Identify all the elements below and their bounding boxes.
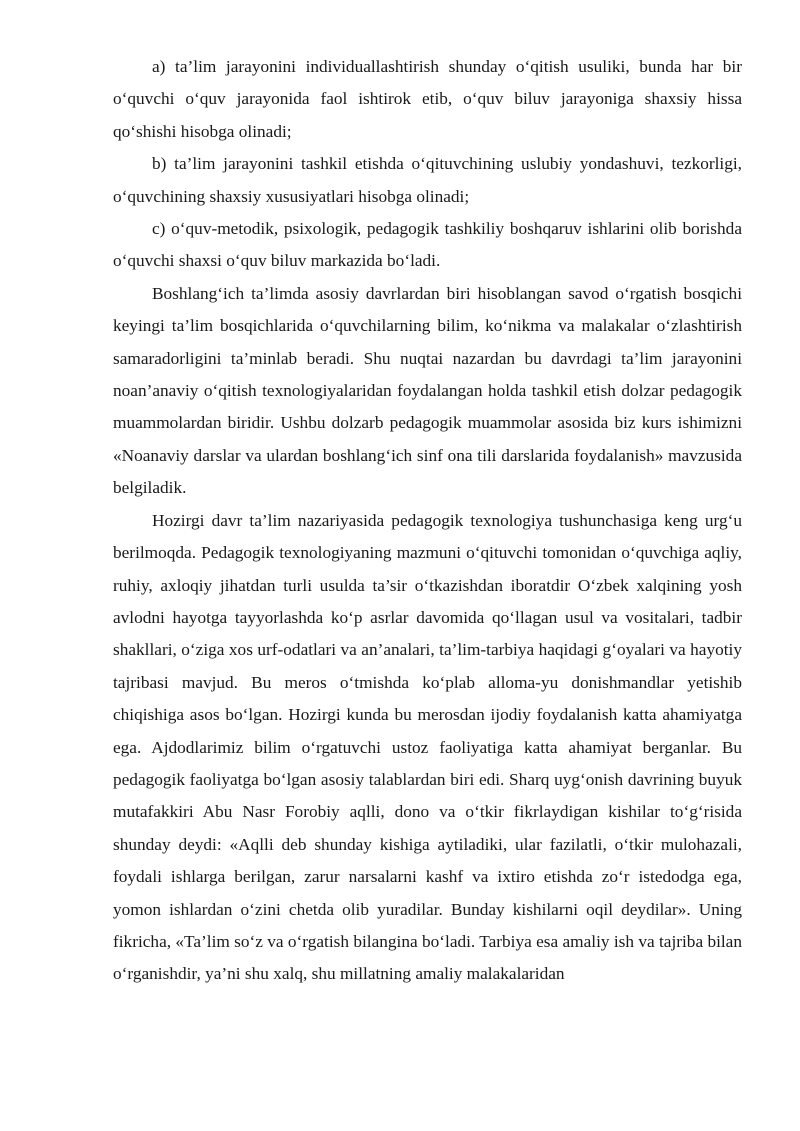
paragraph-a: a) ta’lim jarayonini individuallashtirish shunday o‘qitish usuliki, bunda har bir o‘quvchi o‘quv jarayonida faol ishtirok etib, o‘quv biluv jarayoniga shaxsiy hissa qo‘shishi hisobga olinadi;	[113, 57, 742, 141]
paragraph-b: b) ta’lim jarayonini tashkil etishda o‘qituvchining uslubiy yondashuvi, tezkorligi, o‘quvchining shaxsiy xususiyatlari hisobga olinadi;	[113, 154, 742, 206]
document-page	[113, 51, 742, 991]
paragraph-pedagogical-technology: Hozirgi davr ta’lim nazariyasida pedagogik texnologiya tushunchasiga keng urg‘u berilmoqda. Pedagogik texnologiyaning mazmuni o‘qituvchi tomonidan o‘quvchiga aqliy, ruhiy, axloqiy jihatdan turli usulda ta’sir o‘tkazishdan iboratdir O‘zbek xalqining yosh avlodni hayotga tayyorlashda ko‘p asrlar davomida qo‘llagan usul va vositalari, tadbir shakllari, o‘ziga xos urf-odatlari va an’analari, ta’lim-tarbiya haqidagi g‘oyalari va hayotiy tajribasi mavjud. Bu meros o‘tmishda ko‘plab alloma-yu donishmandlar yetishib chiqishiga asos bo‘lgan. Hozirgi kunda bu merosdan ijodiy foydalanish katta ahamiyatga ega. Ajdodlarimiz bilim o‘rgatuvchi ustoz faoliyatiga katta ahamiyat berganlar. Bu pedagogik faoliyatga bo‘lgan asosiy talablardan biri edi. Sharq uyg‘onish davrining buyuk mutafakkiri Abu Nasr Forobiy aqlli, dono va o‘tkir fikrlaydigan kishilar to‘g‘risida shunday deydi: «Aqlli deb shunday kishiga aytiladiki, ular fazilatli, o‘tkir mulohazali, foydali ishlarga berilgan, zarur narsalarni kashf va ixtiro etishda zo‘r istedodga ega, yomon ishlardan o‘zini chetda olib yuradilar. Bunday kishilarni oqil deydilar». Uning fikricha, «Ta’lim so‘z va o‘rgatish bilangina bo‘ladi. Tarbiya esa amaliy ish va tajriba bilan o‘rganishdir, ya’ni shu xalq, shu millatning amaliy malakalaridan	[113, 510, 742, 984]
paragraph-c: c) o‘quv-metodik, psixologik, pedagogik tashkiliy boshqaruv ishlarini olib borishda o‘quvchi shaxsi o‘quv biluv markazida bo‘ladi.	[113, 219, 742, 271]
paragraph-literacy-stage: Boshlang‘ich ta’limda asosiy davrlardan biri hisoblangan savod o‘rgatish bosqichi keyingi ta’lim bosqichlarida o‘quvchilarning bilim, ko‘nikma va malakalar o‘zlashtirish samaradorligini ta’minlab beradi. Shu nuqtai nazardan bu davrdagi ta’lim jarayonini noan’anaviy o‘qitish texnologiyalaridan foydalangan holda tashkil etish dolzar pedagogik muammolardan biridir. Ushbu dolzarb pedagogik muammolar asosida biz kurs ishimizni «Noanaviy darslar va ulardan boshlang‘ich sinf ona tili darslarida foydalanish» mavzusida belgiladik.	[113, 283, 742, 498]
